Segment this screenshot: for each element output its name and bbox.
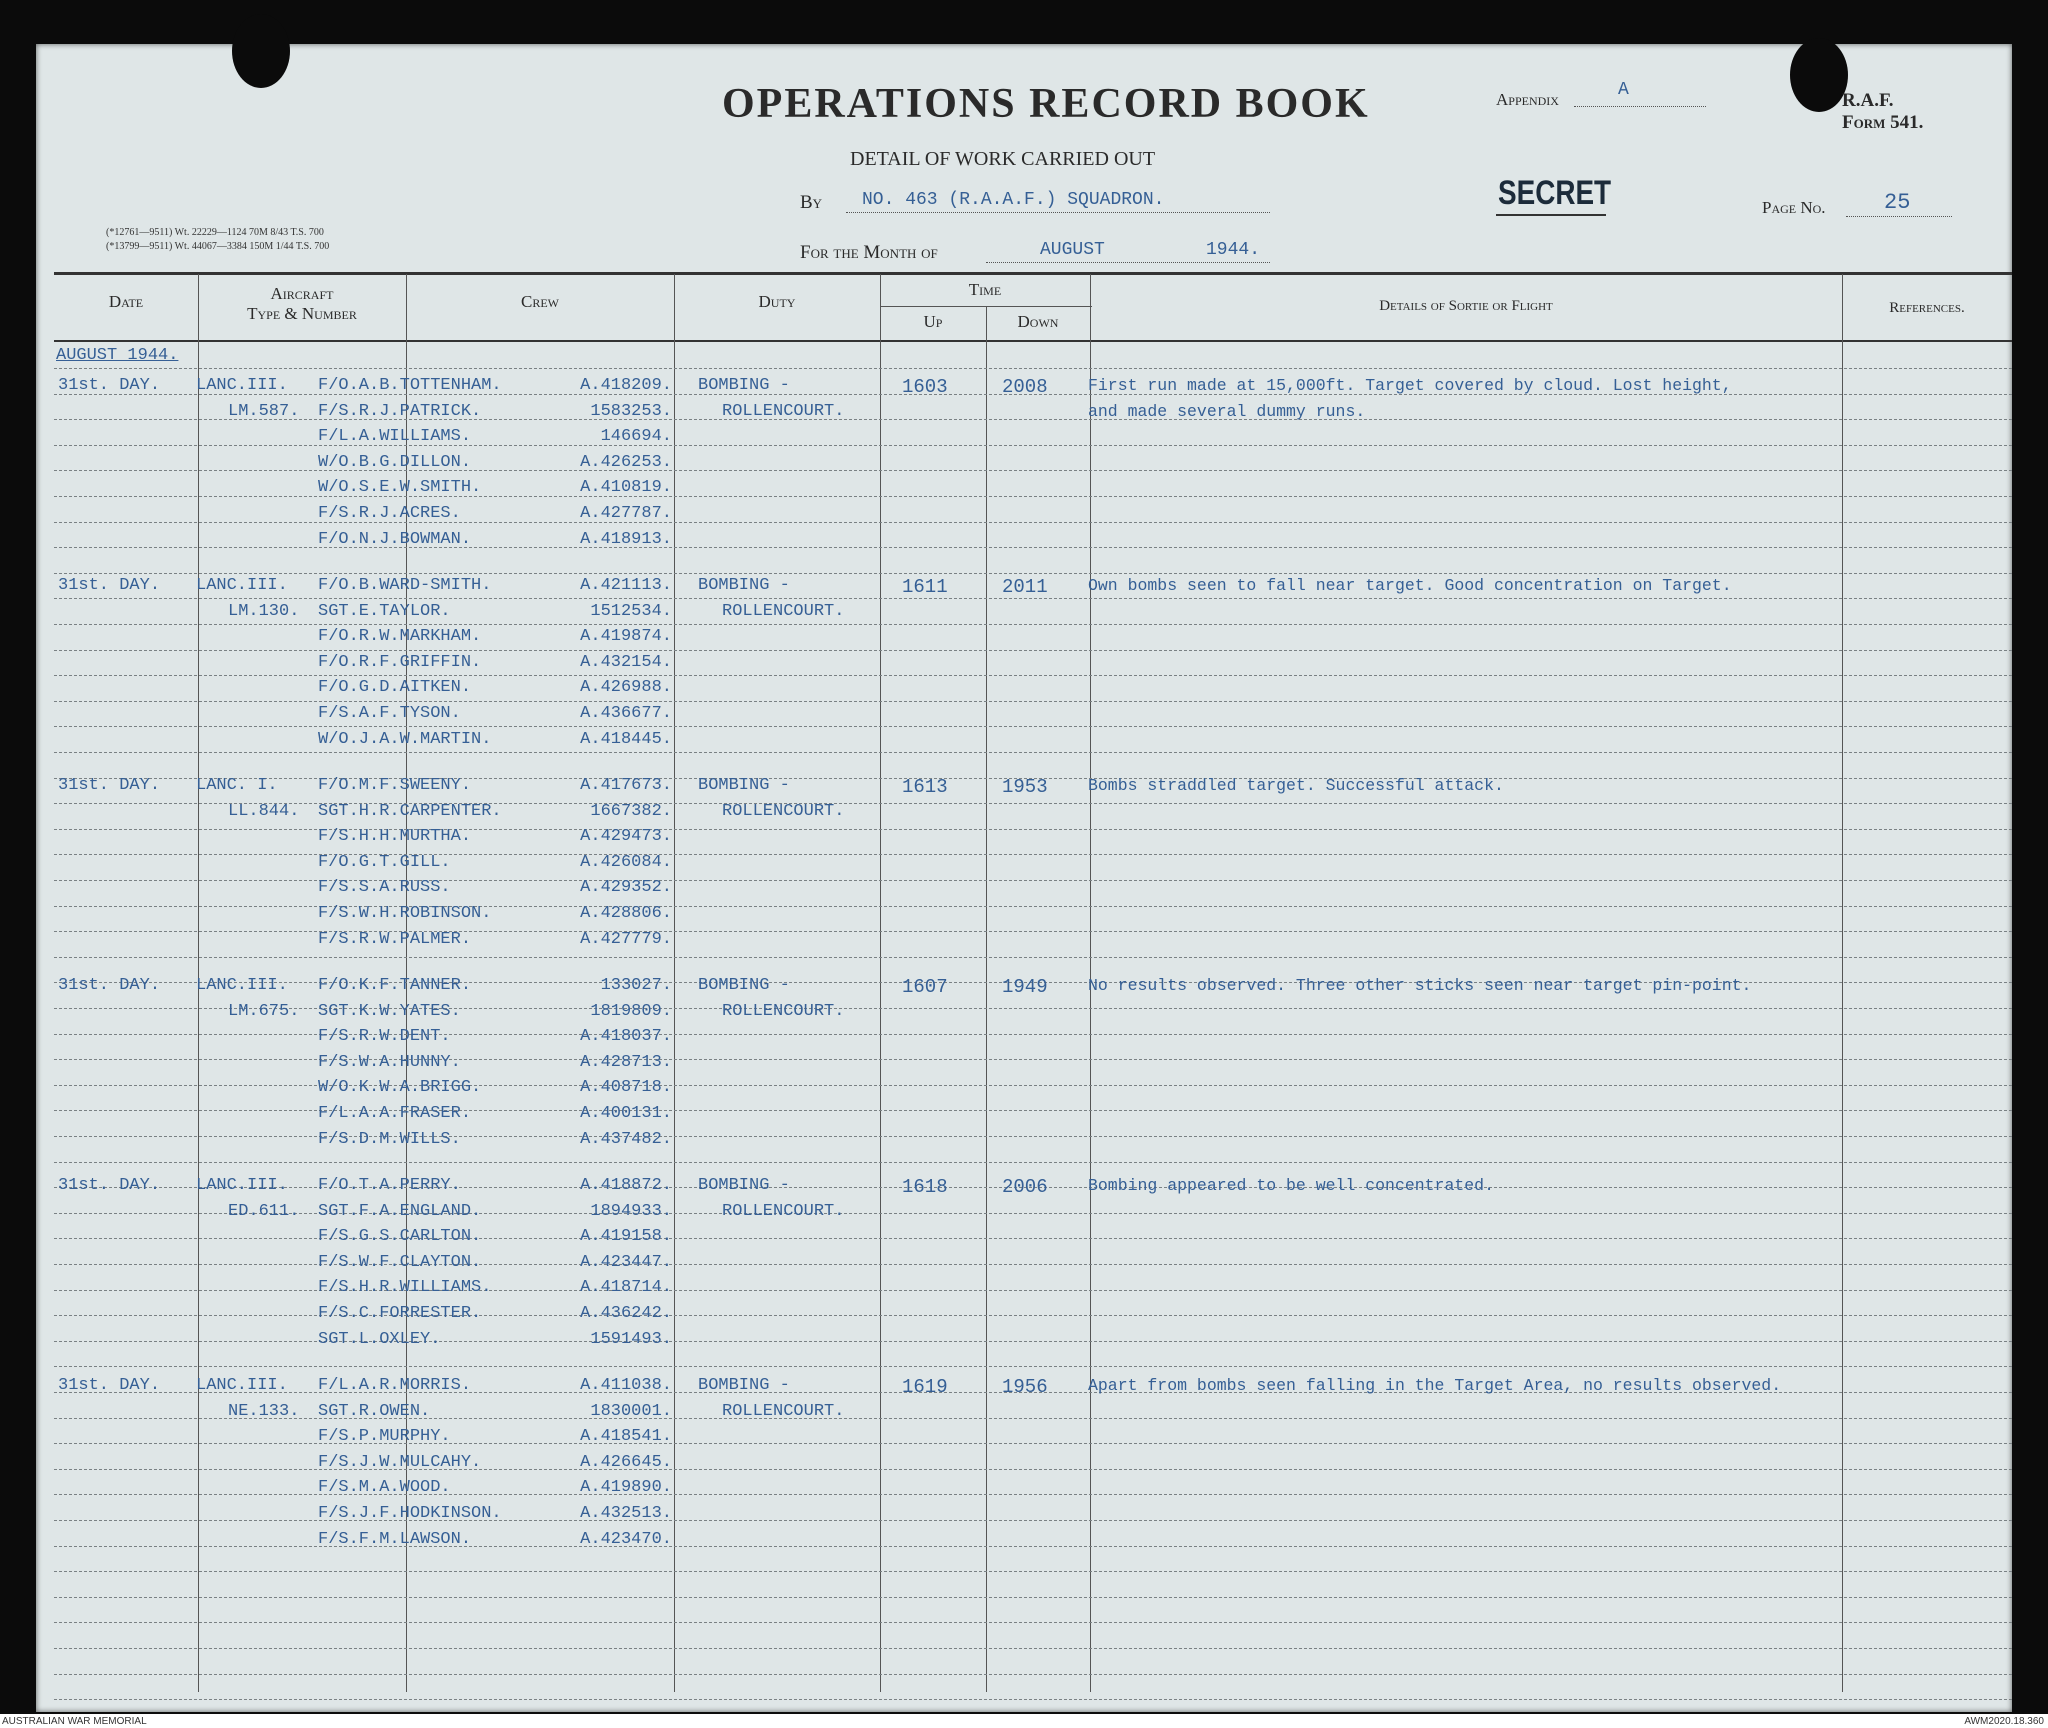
- crew-member-name: SGT.L.OXLEY.: [318, 1330, 441, 1349]
- squadron-value: NO. 463 (R.A.A.F.) SQUADRON.: [862, 190, 1165, 210]
- sortie-details: and made several dummy runs.: [1088, 402, 1366, 421]
- col-header-time: Time: [968, 280, 1002, 299]
- crew-service-number: A.432513.: [580, 1504, 672, 1523]
- sortie-date: 31st. DAY.: [58, 976, 161, 995]
- crew-service-number: A.426084.: [580, 853, 672, 872]
- crew-member-name: F/O.N.J.BOWMAN.: [318, 530, 472, 549]
- sortie-details: No results observed. Three other sticks seen near target pin-point.: [1088, 976, 1752, 995]
- crew-service-number: A.411038.: [580, 1376, 672, 1395]
- time-down: 1956: [1002, 1376, 1048, 1398]
- month-heading: AUGUST 1944.: [56, 346, 179, 365]
- crew-service-number: A.429352.: [580, 878, 672, 897]
- ruled-line: [54, 957, 2012, 958]
- duty-target: ROLLENCOURT.: [722, 802, 845, 821]
- raf-label: R.A.F.: [1842, 90, 1894, 111]
- punch-hole-right: [1790, 38, 1848, 112]
- crew-member-name: F/S.J.W.MULCAHY.: [318, 1453, 482, 1472]
- time-down: 2008: [1002, 376, 1048, 398]
- crew-member-name: F/S.R.W.DENT.: [318, 1027, 451, 1046]
- ruled-line: [54, 1622, 2012, 1623]
- crew-member-name: F/L.A.WILLIAMS.: [318, 427, 472, 446]
- col-divider-crew: [674, 274, 675, 1692]
- crew-service-number: 1819809.: [590, 1002, 672, 1021]
- crew-service-number: A.423470.: [580, 1530, 672, 1549]
- aircraft-number: ED.611.: [228, 1202, 300, 1221]
- crew-service-number: A.408718.: [580, 1078, 672, 1097]
- crew-service-number: A.426645.: [580, 1453, 672, 1472]
- crew-member-name: F/S.S.A.RUSS.: [318, 878, 451, 897]
- crew-member-name: F/S.W.A.HUNNY.: [318, 1053, 461, 1072]
- by-dotted-line: [846, 212, 1270, 213]
- crew-member-name: F/O.A.B.TOTTENHAM.: [318, 376, 502, 395]
- ruled-line: [54, 1366, 2012, 1367]
- page-dotted-line: [1846, 216, 1952, 217]
- crew-member-name: F/S.P.MURPHY.: [318, 1427, 451, 1446]
- crew-member-name: W/O.J.A.W.MARTIN.: [318, 730, 492, 749]
- appendix-dotted-line: [1574, 106, 1706, 107]
- page-number: 25: [1884, 190, 1911, 215]
- time-up: 1618: [902, 1176, 948, 1198]
- crew-service-number: A.428806.: [580, 904, 672, 923]
- table-header-rule: [54, 340, 2012, 342]
- ruled-line: [54, 1162, 2012, 1163]
- col-divider-up: [986, 306, 987, 1692]
- crew-service-number: A.426988.: [580, 678, 672, 697]
- ruled-line: [54, 701, 2012, 702]
- crew-service-number: A.432154.: [580, 653, 672, 672]
- crew-member-name: F/O.B.WARD-SMITH.: [318, 576, 492, 595]
- crew-service-number: A.418541.: [580, 1427, 672, 1446]
- crew-member-name: F/O.G.T.GILL.: [318, 853, 451, 872]
- appendix-label: Appendix: [1496, 90, 1559, 109]
- crew-service-number: A.436242.: [580, 1304, 672, 1323]
- appendix-value: A: [1618, 80, 1629, 100]
- sortie-date: 31st. DAY.: [58, 1176, 161, 1195]
- ruled-line: [54, 573, 2012, 574]
- aircraft-type: LANC.III.: [196, 1376, 288, 1395]
- sortie-details: Bombs straddled target. Successful attack.: [1088, 776, 1504, 795]
- duty-target: ROLLENCOURT.: [722, 402, 845, 421]
- sortie-details: First run made at 15,000ft. Target covered by cloud. Lost height,: [1088, 376, 1732, 395]
- ruled-line: [54, 650, 2012, 651]
- duty-target: ROLLENCOURT.: [722, 1002, 845, 1021]
- time-up: 1603: [902, 376, 948, 398]
- crew-service-number: A.419890.: [580, 1478, 672, 1497]
- crew-service-number: A.418913.: [580, 530, 672, 549]
- crew-service-number: A.418037.: [580, 1027, 672, 1046]
- crew-member-name: F/S.R.W.PALMER.: [318, 930, 472, 949]
- crew-service-number: A.436677.: [580, 704, 672, 723]
- duty-target: ROLLENCOURT.: [722, 1402, 845, 1421]
- crew-service-number: A.418445.: [580, 730, 672, 749]
- crew-service-number: 146694.: [600, 427, 672, 446]
- aircraft-number: LM.130.: [228, 602, 300, 621]
- table-top-rule: [54, 272, 2012, 275]
- col-header-details: Details of Sortie or Flight: [1379, 298, 1553, 314]
- crew-member-name: F/L.A.R.MORRIS.: [318, 1376, 472, 1395]
- crew-member-name: SGT.E.TAYLOR.: [318, 602, 451, 621]
- secret-stamp: SECRET: [1498, 174, 1612, 212]
- page-label: Page No.: [1762, 198, 1826, 217]
- crew-service-number: 1830001.: [590, 1402, 672, 1421]
- year-value: 1944.: [1206, 240, 1261, 260]
- crew-member-name: F/S.M.A.WOOD.: [318, 1478, 451, 1497]
- crew-member-name: F/S.G.S.CARLTON.: [318, 1227, 482, 1246]
- sortie-details: Apart from bombs seen falling in the Target Area, no results observed.: [1088, 1376, 1782, 1395]
- crew-member-name: F/O.M.F.SWEENY.: [318, 776, 472, 795]
- duty-type: BOMBING -: [698, 976, 790, 995]
- crew-service-number: A.418209.: [580, 376, 672, 395]
- crew-service-number: A.426253.: [580, 453, 672, 472]
- ruled-line: [54, 1648, 2012, 1649]
- col-divider-details: [1842, 274, 1843, 1692]
- ruled-line: [54, 1597, 2012, 1598]
- ruled-line: [54, 1699, 2012, 1700]
- aircraft-number: NE.133.: [228, 1402, 300, 1421]
- duty-type: BOMBING -: [698, 1176, 790, 1195]
- crew-service-number: A.427787.: [580, 504, 672, 523]
- time-down: 2006: [1002, 1176, 1048, 1198]
- punch-hole-left: [232, 14, 290, 88]
- time-down: 2011: [1002, 576, 1048, 598]
- crew-service-number: 1894933.: [590, 1202, 672, 1221]
- aircraft-type: LANC.III.: [196, 1176, 288, 1195]
- crew-service-number: A.419874.: [580, 627, 672, 646]
- time-down: 1953: [1002, 776, 1048, 798]
- crew-member-name: F/S.R.J.PATRICK.: [318, 402, 482, 421]
- ruled-line: [54, 368, 2012, 369]
- col-header-duty: Duty: [758, 292, 796, 311]
- crew-member-name: W/O.B.G.DILLON.: [318, 453, 472, 472]
- crew-member-name: SGT.K.W.YATES.: [318, 1002, 461, 1021]
- print-line-1: (*12761—9511) Wt. 22229—1124 70M 8/43 T.S. 700: [106, 227, 324, 238]
- print-line-2: (*13799—9511) Wt. 44067—3384 150M 1/44 T.S. 700: [106, 241, 330, 252]
- crew-member-name: SGT.R.OWEN.: [318, 1402, 431, 1421]
- aircraft-type: LANC.III.: [196, 976, 288, 995]
- crew-member-name: F/S.W.H.ROBINSON.: [318, 904, 492, 923]
- sortie-date: 31st. DAY.: [58, 576, 161, 595]
- crew-service-number: 1667382.: [590, 802, 672, 821]
- crew-service-number: A.428713.: [580, 1053, 672, 1072]
- crew-service-number: 1591493.: [590, 1330, 672, 1349]
- time-down: 1949: [1002, 976, 1048, 998]
- duty-type: BOMBING -: [698, 576, 790, 595]
- crew-member-name: F/S.H.H.MURTHA.: [318, 827, 472, 846]
- crew-service-number: A.437482.: [580, 1130, 672, 1149]
- time-up: 1619: [902, 1376, 948, 1398]
- col-divider-duty: [880, 274, 881, 1692]
- crew-service-number: A.410819.: [580, 478, 672, 497]
- ruled-line: [54, 752, 2012, 753]
- crew-member-name: SGT.H.R.CARPENTER.: [318, 802, 502, 821]
- crew-member-name: F/S.C.FORRESTER.: [318, 1304, 482, 1323]
- crew-member-name: F/O.G.D.AITKEN.: [318, 678, 472, 697]
- crew-member-name: F/S.A.F.TYSON.: [318, 704, 461, 723]
- crew-member-name: W/O.K.W.A.BRIGG.: [318, 1078, 482, 1097]
- aircraft-type: LANC. I.: [196, 776, 278, 795]
- crew-member-name: F/S.F.M.LAWSON.: [318, 1530, 472, 1549]
- duty-type: BOMBING -: [698, 376, 790, 395]
- duty-target: ROLLENCOURT.: [722, 1202, 845, 1221]
- crew-member-name: F/O.R.F.GRIFFIN.: [318, 653, 482, 672]
- aircraft-type: LANC.III.: [196, 376, 288, 395]
- duty-type: BOMBING -: [698, 776, 790, 795]
- time-up: 1613: [902, 776, 948, 798]
- col-header-down: Down: [1017, 312, 1059, 331]
- crew-service-number: 1583253.: [590, 402, 672, 421]
- col-header-references: References.: [1889, 300, 1965, 316]
- sortie-details: Bombing appeared to be well concentrated.: [1088, 1176, 1494, 1195]
- crew-member-name: F/S.D.M.WILLS.: [318, 1130, 461, 1149]
- ruled-line: [54, 1571, 2012, 1572]
- ruled-line: [54, 675, 2012, 676]
- duty-type: BOMBING -: [698, 1376, 790, 1395]
- crew-service-number: 1512534.: [590, 602, 672, 621]
- crew-member-name: F/O.K.F.TANNER.: [318, 976, 472, 995]
- aircraft-number: LL.844.: [228, 802, 300, 821]
- page-subtitle: DETAIL OF WORK CARRIED OUT: [850, 148, 1156, 170]
- crew-member-name: W/O.S.E.W.SMITH.: [318, 478, 482, 497]
- crew-service-number: A.421113.: [580, 576, 672, 595]
- page-title: OPERATIONS RECORD BOOK: [722, 81, 1370, 127]
- crew-member-name: F/L.A.A.FRASER.: [318, 1104, 472, 1123]
- sortie-date: 31st. DAY.: [58, 376, 161, 395]
- crew-service-number: A.429473.: [580, 827, 672, 846]
- col-header-date: Date: [108, 292, 144, 311]
- crew-member-name: SGT.F.A.ENGLAND.: [318, 1202, 482, 1221]
- crew-service-number: 133027.: [600, 976, 672, 995]
- crew-service-number: A.419158.: [580, 1227, 672, 1246]
- crew-service-number: A.418872.: [580, 1176, 672, 1195]
- crew-service-number: A.423447.: [580, 1253, 672, 1272]
- form-number: Form 541.: [1842, 112, 1924, 133]
- crew-member-name: F/O.T.A.PERRY.: [318, 1176, 461, 1195]
- sortie-details: Own bombs seen to fall near target. Good concentration on Target.: [1088, 576, 1732, 595]
- ruled-line: [54, 598, 2012, 599]
- col-header-aircraft-1: Aircraft: [270, 284, 334, 303]
- crew-member-name: F/S.W.F.CLAYTON.: [318, 1253, 482, 1272]
- aircraft-number: LM.587.: [228, 402, 300, 421]
- col-header-aircraft-2: Type & Number: [247, 304, 357, 323]
- crew-service-number: A.418714.: [580, 1278, 672, 1297]
- crew-member-name: F/O.R.W.MARKHAM.: [318, 627, 482, 646]
- footer-source: AUSTRALIAN WAR MEMORIAL: [2, 1716, 147, 1727]
- aircraft-number: LM.675.: [228, 1002, 300, 1021]
- sortie-date: 31st. DAY.: [58, 1376, 161, 1395]
- footer-reference: AWM2020.18.360: [1964, 1716, 2044, 1727]
- month-value: AUGUST: [1040, 240, 1105, 260]
- by-label: By: [800, 192, 823, 213]
- col-header-up: Up: [923, 312, 943, 331]
- sortie-date: 31st. DAY.: [58, 776, 161, 795]
- crew-member-name: F/S.R.J.ACRES.: [318, 504, 461, 523]
- crew-member-name: F/S.J.F.HODKINSON.: [318, 1504, 502, 1523]
- ruled-line: [54, 624, 2012, 625]
- month-dotted-line: [986, 262, 1270, 263]
- month-label: For the Month of: [800, 242, 938, 263]
- aircraft-type: LANC.III.: [196, 576, 288, 595]
- crew-member-name: F/S.H.R.WILLIAMS.: [318, 1278, 492, 1297]
- time-up: 1611: [902, 576, 948, 598]
- time-up: 1607: [902, 976, 948, 998]
- secret-underline: [1496, 214, 1606, 216]
- ruled-line: [54, 726, 2012, 727]
- duty-target: ROLLENCOURT.: [722, 602, 845, 621]
- crew-service-number: A.417673.: [580, 776, 672, 795]
- crew-service-number: A.427779.: [580, 930, 672, 949]
- ruled-line: [54, 1674, 2012, 1675]
- crew-service-number: A.400131.: [580, 1104, 672, 1123]
- col-header-crew: Crew: [521, 292, 559, 311]
